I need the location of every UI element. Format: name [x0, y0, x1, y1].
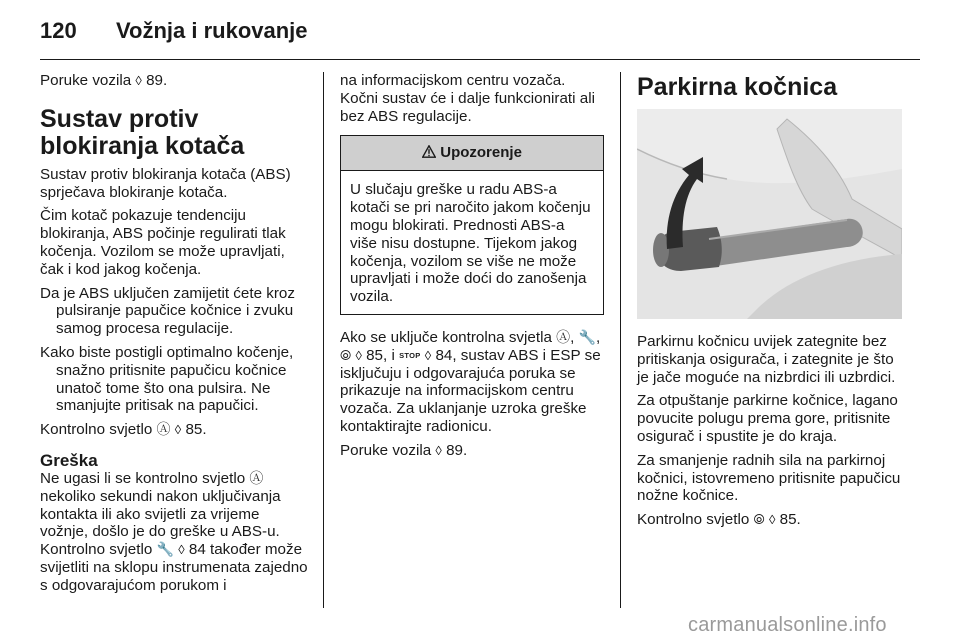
column-left	[40, 72, 310, 601]
warning-text: U slučaju greške u radu ABS-a kotači se pri naročito jakom kočenju mogu blokirati. Prednosti ABS-a više nisu dostupne. Tijekom jakog kočenja, vozilom se više ne može upravljati i može doći do zanošenja vozila.	[350, 181, 591, 306]
section-heading-abs: Sustav protiv blokiranja kotača	[40, 104, 245, 160]
paragraph: na informacijskom centru vozača. Kočni sustav će i dalje funkcionirati ali bez ABS regulacije.	[340, 72, 595, 125]
warning-title: Upozorenje	[440, 144, 522, 162]
watermark: carmanualsonline.info	[688, 614, 887, 636]
column-middle	[340, 72, 604, 466]
paragraph: Za smanjenje radnih sila na parkirnoj kočnici, istovremeno pritisnite papučicu nožne kočnice.	[637, 451, 901, 505]
brake-warning-icon: ⦾	[753, 511, 765, 528]
paragraph: Čim kotač pokazuje tendenciju blokiranja, ABS počinje regulirati tlak kočenja. Vozilom se može upravljati, čak i kod jakog kočenja.	[40, 207, 286, 278]
paragraph: Za otpuštanje parkirne kočnice, lagano povucite polugu prema gore, pritisnite osigurač i spustite je do kraja.	[637, 392, 898, 445]
cross-reference: Poruke vozila ◊ 89.	[340, 441, 468, 459]
paragraph: Kontrolno svjetlo Ⓐ ◊ 85.	[40, 421, 207, 439]
abs-warning-icon: Ⓐ	[156, 421, 171, 438]
warning-box	[340, 135, 604, 315]
ref-arrow-icon: ◊	[135, 73, 142, 88]
parking-brake-illustration	[637, 109, 902, 319]
column-right	[637, 72, 902, 535]
page-number: 120	[40, 18, 77, 43]
ref-arrow-icon: ◊	[435, 442, 442, 458]
paragraph: Parkirnu kočnicu uvijek zategnite bez pritiskanja osigurača, i zategnite je što je jače moguće na nizbrdici ili uzbrdici.	[637, 333, 896, 386]
paragraph: Ako se uključe kontrolna svjetla Ⓐ, 🔧, ⦾ ◊ 85, i STOP ◊ 84, sustav ABS i ESP se isključuju i odgovarajuća poruka se prikazuje na informacijskom centru vozača. Za uklanjanje uzroka greške kontaktirajte radionicu.	[340, 328, 601, 435]
subheading-fault: Greška	[40, 450, 98, 470]
ref-arrow-icon: ◊	[768, 512, 776, 528]
wrench-icon: 🔧	[578, 328, 597, 345]
ref-arrow-icon: ◊	[424, 347, 432, 363]
ref-arrow-icon: ◊	[355, 347, 362, 363]
page-header	[40, 18, 920, 44]
cross-reference: Poruke vozila ◊ 89.	[40, 72, 168, 89]
paragraph: Kako biste postigli optimalno kočenje, snažno pritisnite papučicu kočnice unatoč tome što ona pulsira. Ne smanjujte pritisak na papučici.	[40, 343, 294, 415]
wrench-icon: 🔧	[156, 541, 174, 558]
ref-arrow-icon: ◊	[174, 422, 182, 438]
brake-warning-icon: ⦾	[340, 346, 352, 363]
abs-warning-icon: Ⓐ	[556, 328, 571, 345]
warning-header	[341, 136, 603, 171]
abs-warning-icon: Ⓐ	[249, 469, 264, 486]
section-heading-parking-brake: Parkirna kočnica	[637, 73, 838, 101]
column-divider	[620, 72, 621, 608]
column-divider	[323, 72, 324, 608]
paragraph: Sustav protiv blokiranja kotača (ABS) sprječava blokiranje kotača.	[40, 165, 291, 201]
paragraph: Kontrolno svjetlo ⦾ ◊ 85.	[637, 511, 801, 529]
stop-icon: STOP	[399, 350, 421, 360]
header-rule	[40, 59, 920, 60]
paragraph: Da je ABS uključen zamijetit ćete kroz pulsiranje papučice kočnice i zvuku samog procesa regulacije.	[40, 284, 295, 338]
ref-arrow-icon: ◊	[178, 542, 185, 558]
warning-triangle-icon	[422, 144, 440, 161]
running-title: Vožnja i rukovanje	[116, 18, 308, 43]
paragraph: Ne ugasi li se kontrolno svjetlo Ⓐ nekoliko sekundi nakon uključivanja kontakta ili ako svijetli za vrijeme vožnje, došlo je do greške u ABS-u. Kontrolno svjetlo 🔧 ◊ 84 također može svijetliti na sklopu instrumenata zajedno s odgovarajućom porukom i	[40, 469, 308, 594]
